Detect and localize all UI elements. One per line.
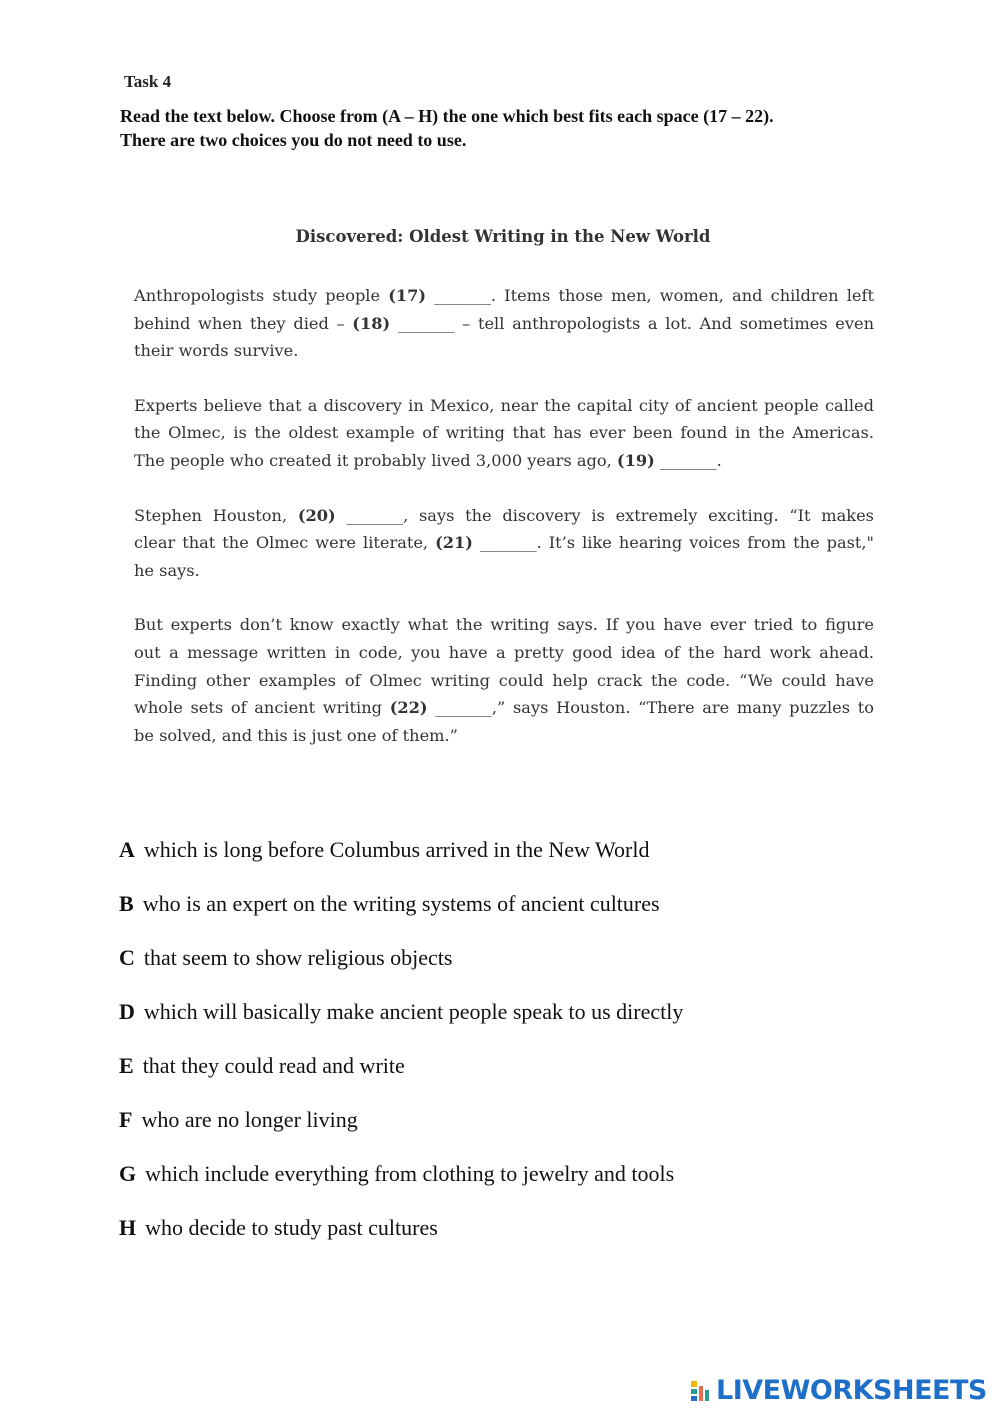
article-line: The people who created it probably lived 3,000 years ago, (19) _______. xyxy=(134,450,722,470)
option-text: which include everything from clothing to jewelry and tools xyxy=(145,1161,675,1186)
gap-number: (22) xyxy=(389,698,428,718)
gap-number: (21) xyxy=(435,533,473,553)
article-paragraph xyxy=(134,282,874,365)
gap-number: (20) xyxy=(297,505,336,525)
answer-option-c xyxy=(119,944,939,998)
article-line: behind when they died – (18) _______ – tell anthropologists a lot. And sometimes even xyxy=(134,313,875,333)
article-line: whole sets of ancient writing (22) _______,” says Houston. “There are many puzzles to xyxy=(134,698,874,718)
option-letter: H xyxy=(119,1215,137,1240)
option-letter: F xyxy=(119,1107,133,1132)
liveworksheets-brand[interactable] xyxy=(690,1374,987,1406)
answer-option-e xyxy=(119,1052,939,1106)
article-line: clear that the Olmec were literate, (21) _______. It’s like hearing voices from the past," xyxy=(134,533,875,553)
answer-option-a xyxy=(119,836,939,890)
article-line: Experts believe that a discovery in Mexico, near the capital city of ancient people called xyxy=(134,395,874,415)
answer-option-d xyxy=(119,998,939,1052)
gap-number: (18) xyxy=(352,313,391,333)
option-letter: E xyxy=(119,1053,134,1078)
option-letter: C xyxy=(119,945,135,970)
option-text: that seem to show religious objects xyxy=(143,945,453,970)
option-text: that they could read and write xyxy=(142,1053,405,1078)
article-line: be solved, and this is just one of them.” xyxy=(134,725,458,745)
article-paragraph xyxy=(134,502,874,585)
gap-number: (19) xyxy=(616,450,655,470)
article-paragraph xyxy=(134,392,874,475)
article-line: But experts don’t know exactly what the writing says. If you have ever tried to figure xyxy=(134,615,874,635)
option-letter: G xyxy=(119,1161,137,1186)
article-title: Discovered: Oldest Writing in the New World xyxy=(295,227,711,246)
option-letter: B xyxy=(119,891,134,916)
instructions xyxy=(120,104,900,152)
article-line: Stephen Houston, (20) _______, says the discovery is extremely exciting. “It makes xyxy=(134,505,874,525)
article-line: out a message written in code, you have a pretty good idea of the hard work ahead. xyxy=(134,642,874,662)
brand-name: LIVEWORKSHEETS xyxy=(716,1374,987,1406)
gap-number: (17) xyxy=(388,286,427,305)
instruction-line: Read the text below. Choose from (A – H) the one which best fits each space (17 – 22). xyxy=(120,106,774,126)
option-letter: D xyxy=(119,999,135,1024)
article-line: he says. xyxy=(134,560,200,580)
article-line: the Olmec, is the oldest example of writing that has ever been found in the Americas. xyxy=(134,423,874,443)
option-text: who are no longer living xyxy=(141,1107,358,1132)
liveworksheets-logo-icon xyxy=(690,1378,714,1402)
article-line: their words survive. xyxy=(134,341,299,361)
option-text: which will basically make ancient people speak to us directly xyxy=(143,999,684,1024)
answer-options-list xyxy=(119,836,939,1268)
answer-option-b xyxy=(119,890,939,944)
answer-option-h xyxy=(119,1214,939,1268)
option-text: which is long before Columbus arrived in the New World xyxy=(143,837,650,862)
answer-option-f xyxy=(119,1106,939,1160)
answer-option-g xyxy=(119,1160,939,1214)
article-line: Anthropologists study people (17) _______. Items those men, women, and children left xyxy=(134,286,874,305)
article-line: Finding other examples of Olmec writing could help crack the code. “We could have xyxy=(134,670,874,690)
article-paragraph xyxy=(134,611,874,749)
option-text: who is an expert on the writing systems of ancient cultures xyxy=(142,891,660,916)
task-title: Task 4 xyxy=(124,72,172,91)
option-text: who decide to study past cultures xyxy=(145,1215,438,1240)
article-text xyxy=(134,282,874,776)
instruction-line: There are two choices you do not need to use. xyxy=(120,130,467,150)
option-letter: A xyxy=(119,837,135,862)
